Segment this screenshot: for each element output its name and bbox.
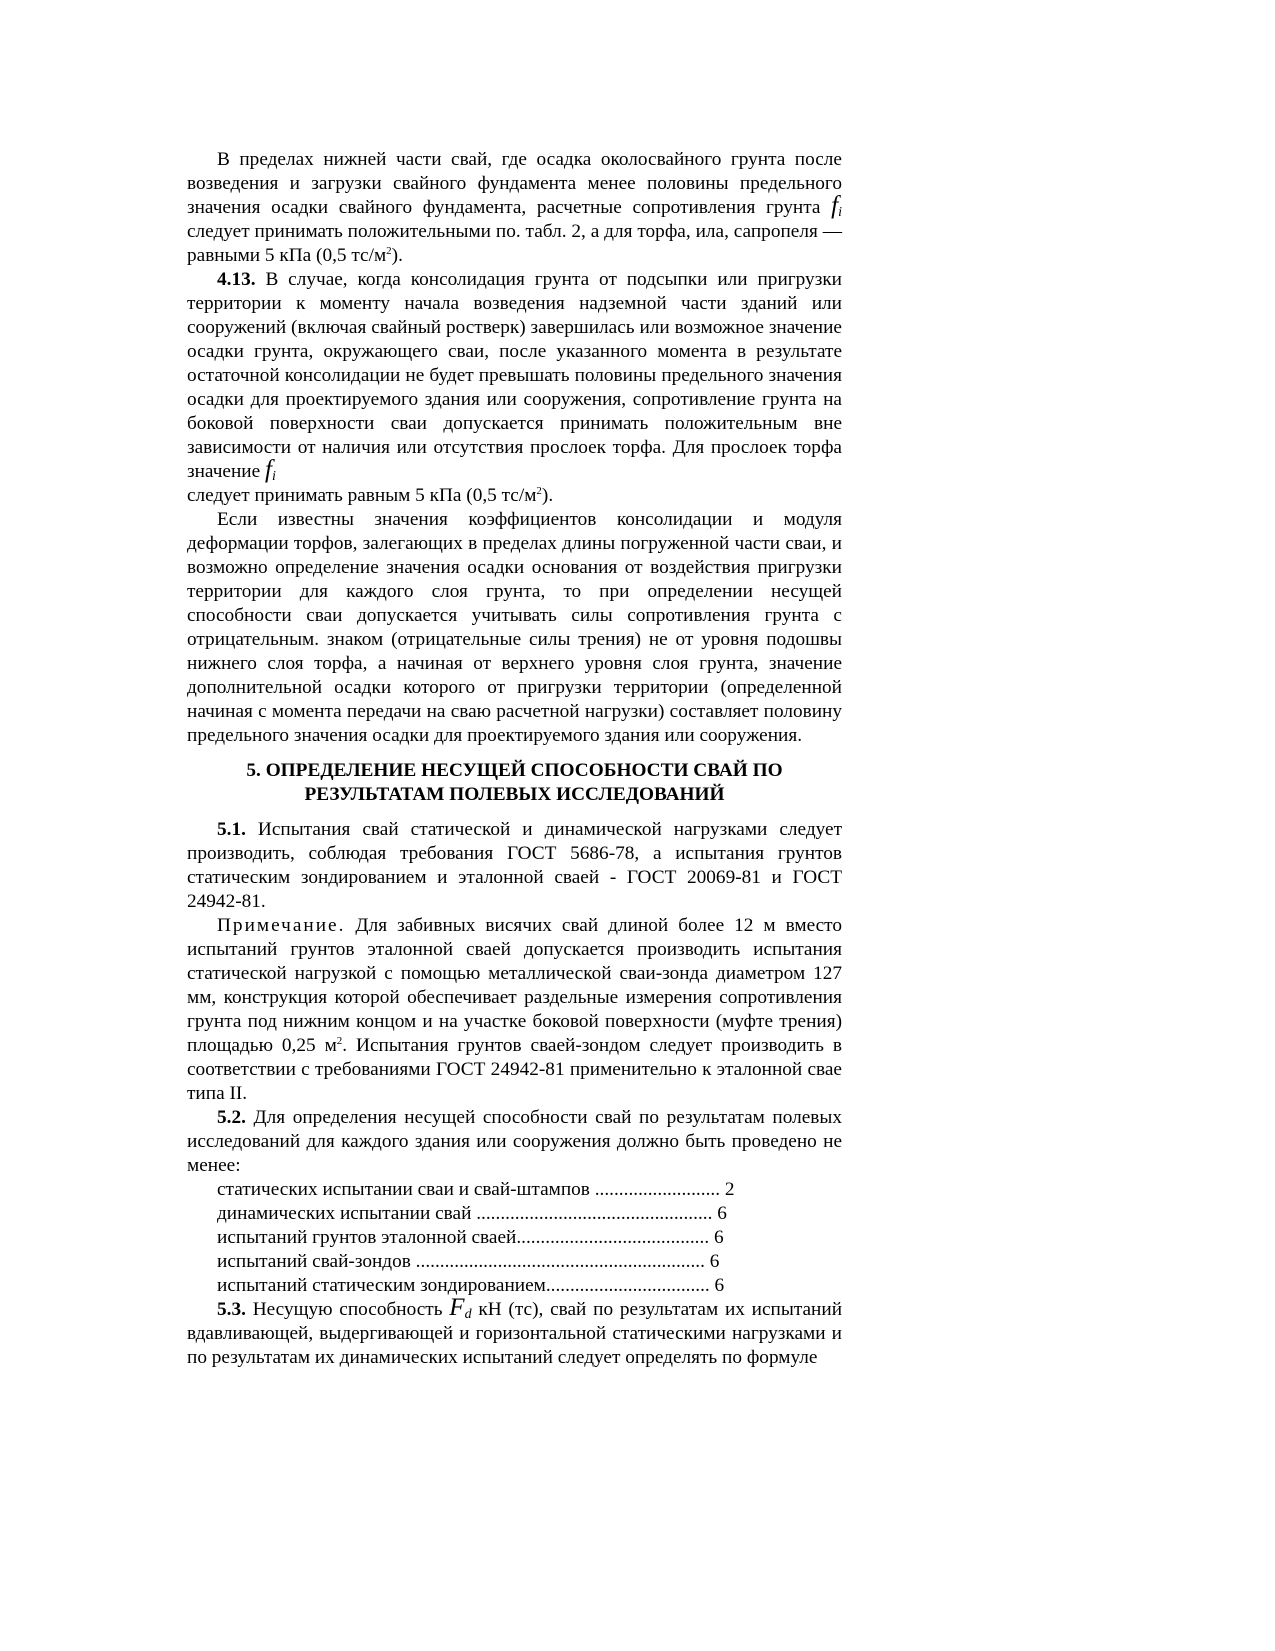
clause-number: 5.2. (217, 1107, 246, 1128)
variable-fd: $F_d$ (449, 1294, 472, 1322)
paragraph-5-3 (187, 1294, 843, 1370)
paragraph-text: В пределах нижней части свай, где осадка околосвайного грунта после возведения и загрузки свайного фундамента менее половины предельного значения осадки свайного фундамента, расчетные сопротивления грунта (187, 149, 842, 218)
superscript: 2 (336, 1035, 343, 1047)
section-heading-line: 5. ОПРЕДЕЛЕНИЕ НЕСУЩЕЙ СПОСОБНОСТИ СВАЙ ПО (246, 760, 783, 781)
paragraph-text: следует принимать равным 5 кПа (0,5 тс/м (187, 485, 537, 506)
paragraph-text: кН (тс), свай по результатам их испытаний вдавливающей, выдергивающей и горизонтальной статическими нагрузками и по результатам их динамических испытаний следует определять по формуле (187, 1299, 843, 1368)
section-heading-line: РЕЗУЛЬТАТАМ ПОЛЕВЫХ ИССЛЕДОВАНИЙ (304, 784, 725, 805)
list-item: испытаний статическим зондированием.................................. 6 (217, 1275, 725, 1296)
paragraph-fi-lower-part: В пределах нижней части свай, где осадка околосвайного грунта после возведения и загрузки свайного фундамента менее половины предельного значения осадки свайного фундамента, расчетные сопротивления грунта $f_i$ следует принимать положительными по. табл. 2, а для торфа, ила, сапропеля — равными 5 кПа (0,5 $тс/м^2$). (187, 149, 842, 266)
test-count-list (187, 1178, 842, 1298)
paragraph-5-2 (187, 1106, 842, 1178)
list-item: испытаний грунтов эталонной сваей........................................ 6 (217, 1227, 724, 1248)
paragraph-5-1 (187, 818, 842, 914)
list-item: статических испытании сваи и свай-штампов .......................... 2 (217, 1179, 735, 1200)
paragraph-text: следует принимать положительными по. табл. 2, а для торфа, ила, сапропеля — равными 5 кПа (0,5 тс/м (187, 221, 842, 266)
paragraph-text: В случае, когда консолидация грунта от подсыпки или пригрузки территории к моменту начала возведения надземной части зданий или сооружений (включая свайный ростверк) завершилась или возможное значение осадки грунта, окружающего сваи, после указанного момента в результате остаточной консолидации не будет превышать половины предельного значения осадки для проектируемого здания или сооружения, сопротивление грунта на боковой поверхности сваи допускается принимать положительным вне зависимости от наличия или отсутствия прослоек торфа. Для прослоек торфа значение (187, 269, 842, 482)
paragraph-text: Для забивных висячих свай длиной более 12 м вместо испытаний грунтов эталонной сваей допускается производить испытания статической нагрузкой с помощью металлической сваи-зонда диаметром 127 мм, конструкция которой обеспечивает раздельные измерения сопротивления грунта под нижним концом и на участке боковой поверхности (муфте трения) площадью 0,25 м (187, 915, 842, 1056)
superscript: 2 (386, 245, 392, 257)
paragraph-4-13: 4.13. В случае, когда консолидация грунта от подсыпки или пригрузки территории к моменту начала возведения надземной части зданий или сооружений (включая свайный ростверк) завершилась или возможное значение осадки грунта, окружающего сваи, после указанного момента в результате остаточной консолидации не будет превышать половины предельного значения осадки для проектируемого здания или сооружения, сопротивление грунта на боковой поверхности сваи допускается принимать положительным вне зависимости от наличия или отсутствия прослоек торфа. Для прослоек торфа значение $f_i$ следует принимать равным 5 кПа (0,5 $тс/м^2$). (187, 269, 842, 506)
paragraph-text: Испытания свай статической и динамической нагрузками следует производить, соблюдая требования ГОСТ 5686-78, а испытания грунтов статическим зондированием и эталонной сваей - ГОСТ 20069-81 и ГОСТ 24942-81. (187, 819, 842, 912)
superscript: 2 (536, 485, 542, 497)
paragraph-note (187, 914, 842, 1106)
paragraph-consolidation: Если известны значения коэффициентов консолидации и модуля деформации торфов, залегающих в пределах длины погруженной части сваи, и возможно определение значения осадки основания от воздействия пригрузки территории для каждого слоя грунта, то при определении несущей способности сваи допускается учитывать силы сопротивления грунта с отрицательным. знаком (отрицательные силы трения) не от уровня подошвы нижнего слоя торфа, а начиная от верхнего уровня слоя грунта, значение дополнительной осадки которого от пригрузки территории (определенной начиная с момента передачи на сваю расчетной нагрузки) составляет половину предельного значения осадки для проектируемого здания или сооружения. (187, 509, 842, 746)
paragraph-text: . Испытания грунтов сваей-зондом следует производить в соответствии с требованиями ГОСТ 24942-81 применительно к эталонной свае типа II. (187, 1035, 842, 1104)
clause-number: 5.1. (217, 819, 246, 840)
list-item: динамических испытании свай ................................................. 6 (217, 1203, 727, 1224)
note-label: Примечание. (217, 915, 346, 936)
clause-number: 5.3. (217, 1299, 246, 1320)
variable-fi: $f_i$ (831, 192, 842, 220)
paragraph-text: Несущую способность (245, 1299, 450, 1320)
list-item: испытаний свай-зондов ............................................................ 6 (217, 1251, 720, 1272)
variable-fi: $f_i$ (265, 456, 276, 484)
section-heading (187, 759, 842, 807)
clause-number: 4.13. (217, 269, 256, 290)
document-page (187, 148, 842, 1370)
paragraph-text: Для определения несущей способности свай по результатам полевых исследований для каждого здания или сооружения должно быть проведено не менее: (187, 1107, 842, 1176)
